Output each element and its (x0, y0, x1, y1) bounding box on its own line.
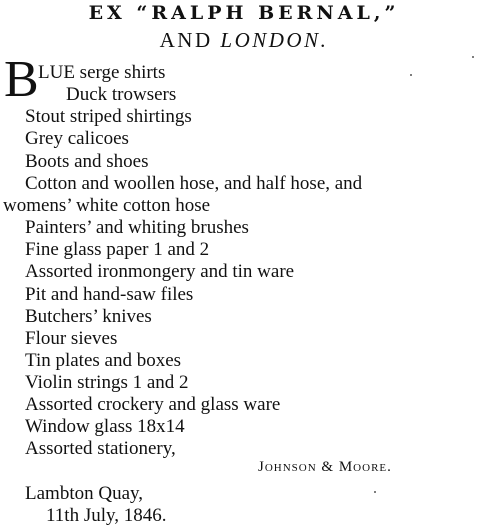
list-item: Duck trowsers (66, 84, 177, 105)
list-item: Pit and hand-saw files (25, 284, 194, 305)
ship-heading: EX “RALPH BERNAL,” (88, 2, 400, 24)
place-line: Lambton Quay, (25, 483, 144, 504)
ink-speck (410, 74, 412, 76)
list-item: Stout striped shirtings (25, 106, 192, 127)
list-item: Flour sieves (25, 328, 118, 349)
merchant-signature: Johnson & Moore. (258, 459, 392, 475)
list-item: Grey calicoes (25, 128, 129, 149)
list-item: Assorted ironmongery and tin ware (25, 261, 295, 282)
drop-cap-letter: B (4, 51, 39, 108)
list-item: Tin plates and boxes (25, 350, 182, 371)
list-item: Butchers’ knives (25, 306, 152, 327)
list-item: Assorted crockery and glass ware (25, 394, 281, 415)
ink-speck (472, 56, 474, 58)
ink-speck (374, 491, 376, 493)
list-item: Assorted stationery, (25, 438, 176, 459)
list-item: Fine glass paper 1 and 2 (25, 239, 210, 260)
origin-place: LONDON. (220, 28, 329, 52)
list-item: Window glass 18x14 (25, 416, 185, 437)
list-item: womens’ white cotton hose (3, 195, 211, 216)
list-item: Cotton and woollen hose, and half hose, and (25, 173, 363, 194)
list-item: Boots and shoes (25, 151, 149, 172)
list-item: Violin strings 1 and 2 (25, 372, 189, 393)
list-item: Painters’ and whiting brushes (25, 217, 249, 238)
origin-and: AND (159, 28, 221, 52)
list-item: LUE serge shirts (38, 62, 166, 83)
date-line: 11th July, 1846. (46, 505, 167, 526)
origin-heading (0, 26, 488, 54)
